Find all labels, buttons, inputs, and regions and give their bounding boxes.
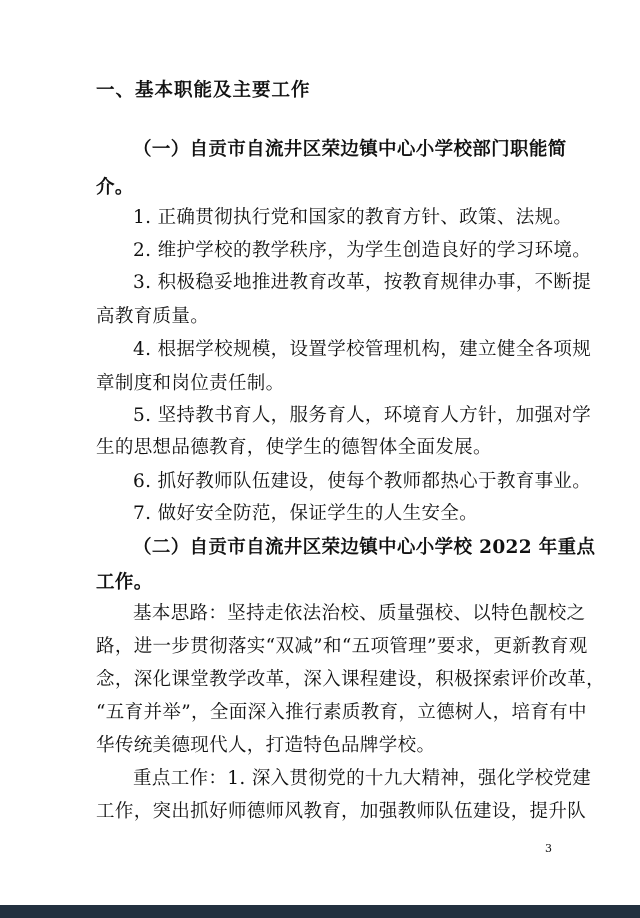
paragraph-line: 路，进一步贯彻落实“双减”和“五项管理”要求，更新教育观 <box>96 636 588 657</box>
paragraph-line: 5. 坚持教书育人，服务育人，环境育人方针，加强对学 <box>133 405 592 426</box>
paragraph-line: 念，深化课堂教学改革，深入课程建设，积极探索评价改革， <box>96 669 605 690</box>
paragraph-line: 3. 积极稳妥地推进教育改革，按教育规律办事，不断提 <box>133 272 592 293</box>
paragraph-line: 工作，突出抓好师德师风教育，加强教师队伍建设，提升队 <box>96 801 587 822</box>
paragraph-line: 6. 抓好教师队伍建设，使每个教师都热心于教育事业。 <box>133 471 592 492</box>
paragraph-line: 基本思路：坚持走依法治校、质量强校、以特色靓校之 <box>133 603 586 624</box>
paragraph-line: 高教育质量。 <box>96 306 210 327</box>
paragraph-line: 4. 根据学校规模，设置学校管理机构，建立健全各项规 <box>133 339 592 360</box>
section-heading: 一、基本职能及主要工作 <box>96 80 311 101</box>
paragraph-line: 重点工作：1. 深入贯彻党的十九大精神，强化学校党建 <box>133 768 592 789</box>
viewer-bottom-bar <box>0 905 640 918</box>
paragraph-line: 1. 正确贯彻执行党和国家的教育方针、政策、法规。 <box>133 207 573 228</box>
subsection-heading-1: （一）自贡市自流井区荣边镇中心小学校部门职能简 <box>133 139 567 160</box>
paragraph-line: 生的思想品德教育，使学生的德智体全面发展。 <box>96 437 492 458</box>
subsection-heading-2-cont: 工作。 <box>96 572 153 593</box>
paragraph-line: 华传统美德现代人，打造特色品牌学校。 <box>96 735 436 756</box>
subsection-heading-1-cont: 介。 <box>96 177 134 198</box>
subsection-heading-2: （二）自贡市自流井区荣边镇中心小学校 2022 年重点 <box>133 537 596 558</box>
page-number: 3 <box>545 842 552 855</box>
paragraph-line: 章制度和岗位责任制。 <box>96 373 285 394</box>
paragraph-line: 7. 做好安全防范，保证学生的人生安全。 <box>133 503 479 524</box>
paragraph-line: 2. 维护学校的教学秩序，为学生创造良好的学习环境。 <box>133 240 592 261</box>
paragraph-line: “五育并举”，全面深入推行素质教育，立德树人，培育有中 <box>96 702 587 723</box>
